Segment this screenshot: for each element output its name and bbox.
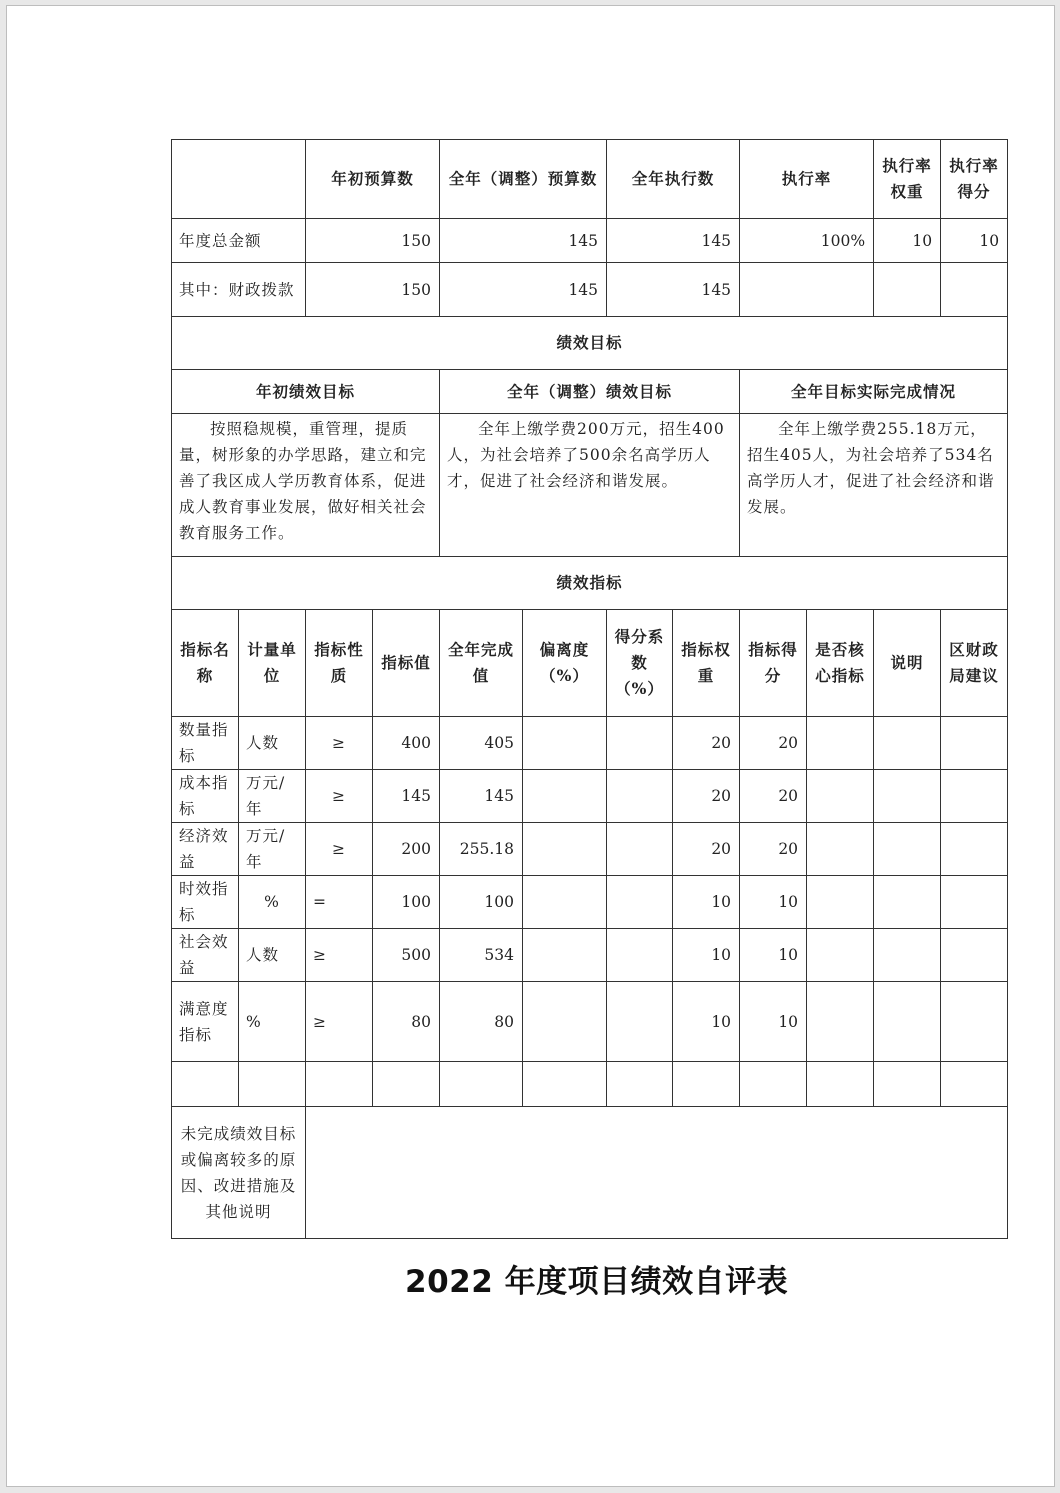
budget-header-adjusted: 全年（调整）预算数 [440,140,607,219]
budget-header-row [172,140,1008,219]
indicator-deviation [523,982,607,1062]
empty-cell [807,1062,874,1107]
indicator-nature: ≥ [306,929,373,982]
indicator-coef [607,823,673,876]
indicator-score: 20 [740,770,807,823]
empty-cell [306,1062,373,1107]
budget-row-label: 其中：财政拨款 [172,263,306,317]
remarks-row [172,1107,1008,1239]
indicator-core [807,770,874,823]
goals-text-row [172,414,1008,557]
budget-header-blank [172,140,306,219]
indicator-core [807,929,874,982]
remarks-label: 未完成绩效目标或偏离较多的原因、改进措施及其他说明 [172,1107,306,1239]
indicator-deviation [523,770,607,823]
indicator-advice [941,823,1008,876]
indicator-deviation [523,717,607,770]
indicator-advice [941,717,1008,770]
indicator-coef [607,876,673,929]
empty-cell [607,1062,673,1107]
indicators-section-row [172,557,1008,610]
indicator-score: 10 [740,982,807,1062]
budget-row-fiscal [172,263,1008,317]
indicator-target: 100 [373,876,440,929]
budget-row-total [172,219,1008,263]
indicator-core [807,717,874,770]
indicator-advice [941,770,1008,823]
indicator-header-deviation: 偏离度（%） [523,610,607,717]
indicator-unit: 人数 [239,929,306,982]
indicator-deviation [523,823,607,876]
budget-header-score: 执行率得分 [941,140,1008,219]
indicator-row [172,717,1008,770]
empty-cell [941,1062,1008,1107]
goals-section-row [172,317,1008,370]
indicator-header-score: 指标得分 [740,610,807,717]
empty-cell [523,1062,607,1107]
indicator-row [172,823,1008,876]
indicator-name: 数量指标 [172,717,239,770]
indicator-header-nature: 指标性质 [306,610,373,717]
empty-cell [239,1062,306,1107]
indicator-note [874,770,941,823]
budget-header-weight: 执行率权重 [874,140,941,219]
goals-initial-text: 按照稳规模，重管理，提质量，树形象的办学思路，建立和完善了我区成人学历教育体系，促进成人教育事业发展，做好相关社会教育服务工作。 [172,414,440,557]
budget-initial-value: 150 [306,263,440,317]
indicator-target: 400 [373,717,440,770]
indicator-target: 200 [373,823,440,876]
indicator-header-unit: 计量单位 [239,610,306,717]
indicator-nature: ≥ [306,717,373,770]
indicator-header-actual: 全年完成值 [440,610,523,717]
indicator-target: 145 [373,770,440,823]
indicator-score: 20 [740,717,807,770]
indicator-nature: ≥ [306,770,373,823]
indicator-header-note: 说明 [874,610,941,717]
indicator-row [172,982,1008,1062]
indicators-header-row [172,610,1008,717]
budget-initial-value: 150 [306,219,440,263]
indicator-row [172,770,1008,823]
indicator-advice [941,982,1008,1062]
indicator-name: 成本指标 [172,770,239,823]
indicator-score: 10 [740,876,807,929]
indicator-coef [607,929,673,982]
indicator-header-core: 是否核心指标 [807,610,874,717]
performance-table [171,139,1007,1239]
indicator-score: 20 [740,823,807,876]
indicator-actual: 405 [440,717,523,770]
indicator-header-advice: 区财政局建议 [941,610,1008,717]
budget-header-rate: 执行率 [740,140,874,219]
indicator-name: 经济效益 [172,823,239,876]
indicator-name: 满意度指标 [172,982,239,1062]
empty-cell [673,1062,740,1107]
goals-actual-text: 全年上缴学费255.18万元，招生405人，为社会培养了534名高学历人才，促进了社会经济和谐发展。 [740,414,1008,557]
indicator-actual: 534 [440,929,523,982]
indicator-empty-row [172,1062,1008,1107]
indicator-note [874,823,941,876]
indicator-unit: 人数 [239,717,306,770]
indicator-deviation [523,876,607,929]
goals-header-row [172,370,1008,414]
indicator-weight: 10 [673,876,740,929]
indicator-coef [607,717,673,770]
indicator-coef [607,770,673,823]
form-title: 2022 年度项目绩效自评表 [405,1264,789,1300]
indicator-weight: 20 [673,823,740,876]
indicator-advice [941,929,1008,982]
indicator-target: 500 [373,929,440,982]
indicator-unit: 万元/年 [239,770,306,823]
indicator-unit: 万元/年 [239,823,306,876]
budget-score-value: 10 [941,219,1008,263]
indicator-note [874,717,941,770]
indicator-score: 10 [740,929,807,982]
indicator-note [874,929,941,982]
budget-executed-value: 145 [607,219,740,263]
indicator-advice [941,876,1008,929]
indicator-header-target: 指标值 [373,610,440,717]
indicator-row [172,876,1008,929]
indicator-weight: 10 [673,982,740,1062]
budget-rate-value [740,263,874,317]
budget-executed-value: 145 [607,263,740,317]
goals-adjusted-text: 全年上缴学费200万元，招生400人，为社会培养了500余名高学历人才，促进了社会经济和谐发展。 [440,414,740,557]
budget-rate-value: 100% [740,219,874,263]
indicator-note [874,876,941,929]
goals-section-title: 绩效目标 [172,317,1008,370]
budget-weight-value: 10 [874,219,941,263]
indicator-core [807,982,874,1062]
indicator-nature: ≥ [306,823,373,876]
indicator-header-weight: 指标权重 [673,610,740,717]
indicator-weight: 20 [673,770,740,823]
budget-adjusted-value: 145 [440,263,607,317]
budget-adjusted-value: 145 [440,219,607,263]
indicators-section-title: 绩效指标 [172,557,1008,610]
indicator-actual: 255.18 [440,823,523,876]
indicator-name: 社会效益 [172,929,239,982]
budget-score-value [941,263,1008,317]
indicator-nature: ≥ [306,982,373,1062]
indicator-weight: 20 [673,717,740,770]
indicator-note [874,982,941,1062]
goals-header-adjusted: 全年（调整）绩效目标 [440,370,740,414]
indicator-core [807,823,874,876]
budget-header-executed: 全年执行数 [607,140,740,219]
indicator-nature: = [306,876,373,929]
indicator-coef [607,982,673,1062]
indicator-deviation [523,929,607,982]
empty-cell [172,1062,239,1107]
remarks-value [306,1107,1008,1239]
empty-cell [373,1062,440,1107]
indicator-actual: 145 [440,770,523,823]
indicator-header-coef: 得分系数（%） [607,610,673,717]
indicator-unit: % [239,982,306,1062]
budget-header-initial: 年初预算数 [306,140,440,219]
indicator-target: 80 [373,982,440,1062]
empty-cell [740,1062,807,1107]
budget-weight-value [874,263,941,317]
goals-header-actual: 全年目标实际完成情况 [740,370,1008,414]
indicator-weight: 10 [673,929,740,982]
document-page [6,5,1055,1487]
goals-header-initial: 年初绩效目标 [172,370,440,414]
empty-cell [874,1062,941,1107]
indicator-name: 时效指标 [172,876,239,929]
empty-cell [440,1062,523,1107]
budget-row-label: 年度总金额 [172,219,306,263]
indicator-header-name: 指标名称 [172,610,239,717]
indicator-actual: 80 [440,982,523,1062]
indicator-unit: % [239,876,306,929]
indicator-row [172,929,1008,982]
indicator-core [807,876,874,929]
indicator-actual: 100 [440,876,523,929]
